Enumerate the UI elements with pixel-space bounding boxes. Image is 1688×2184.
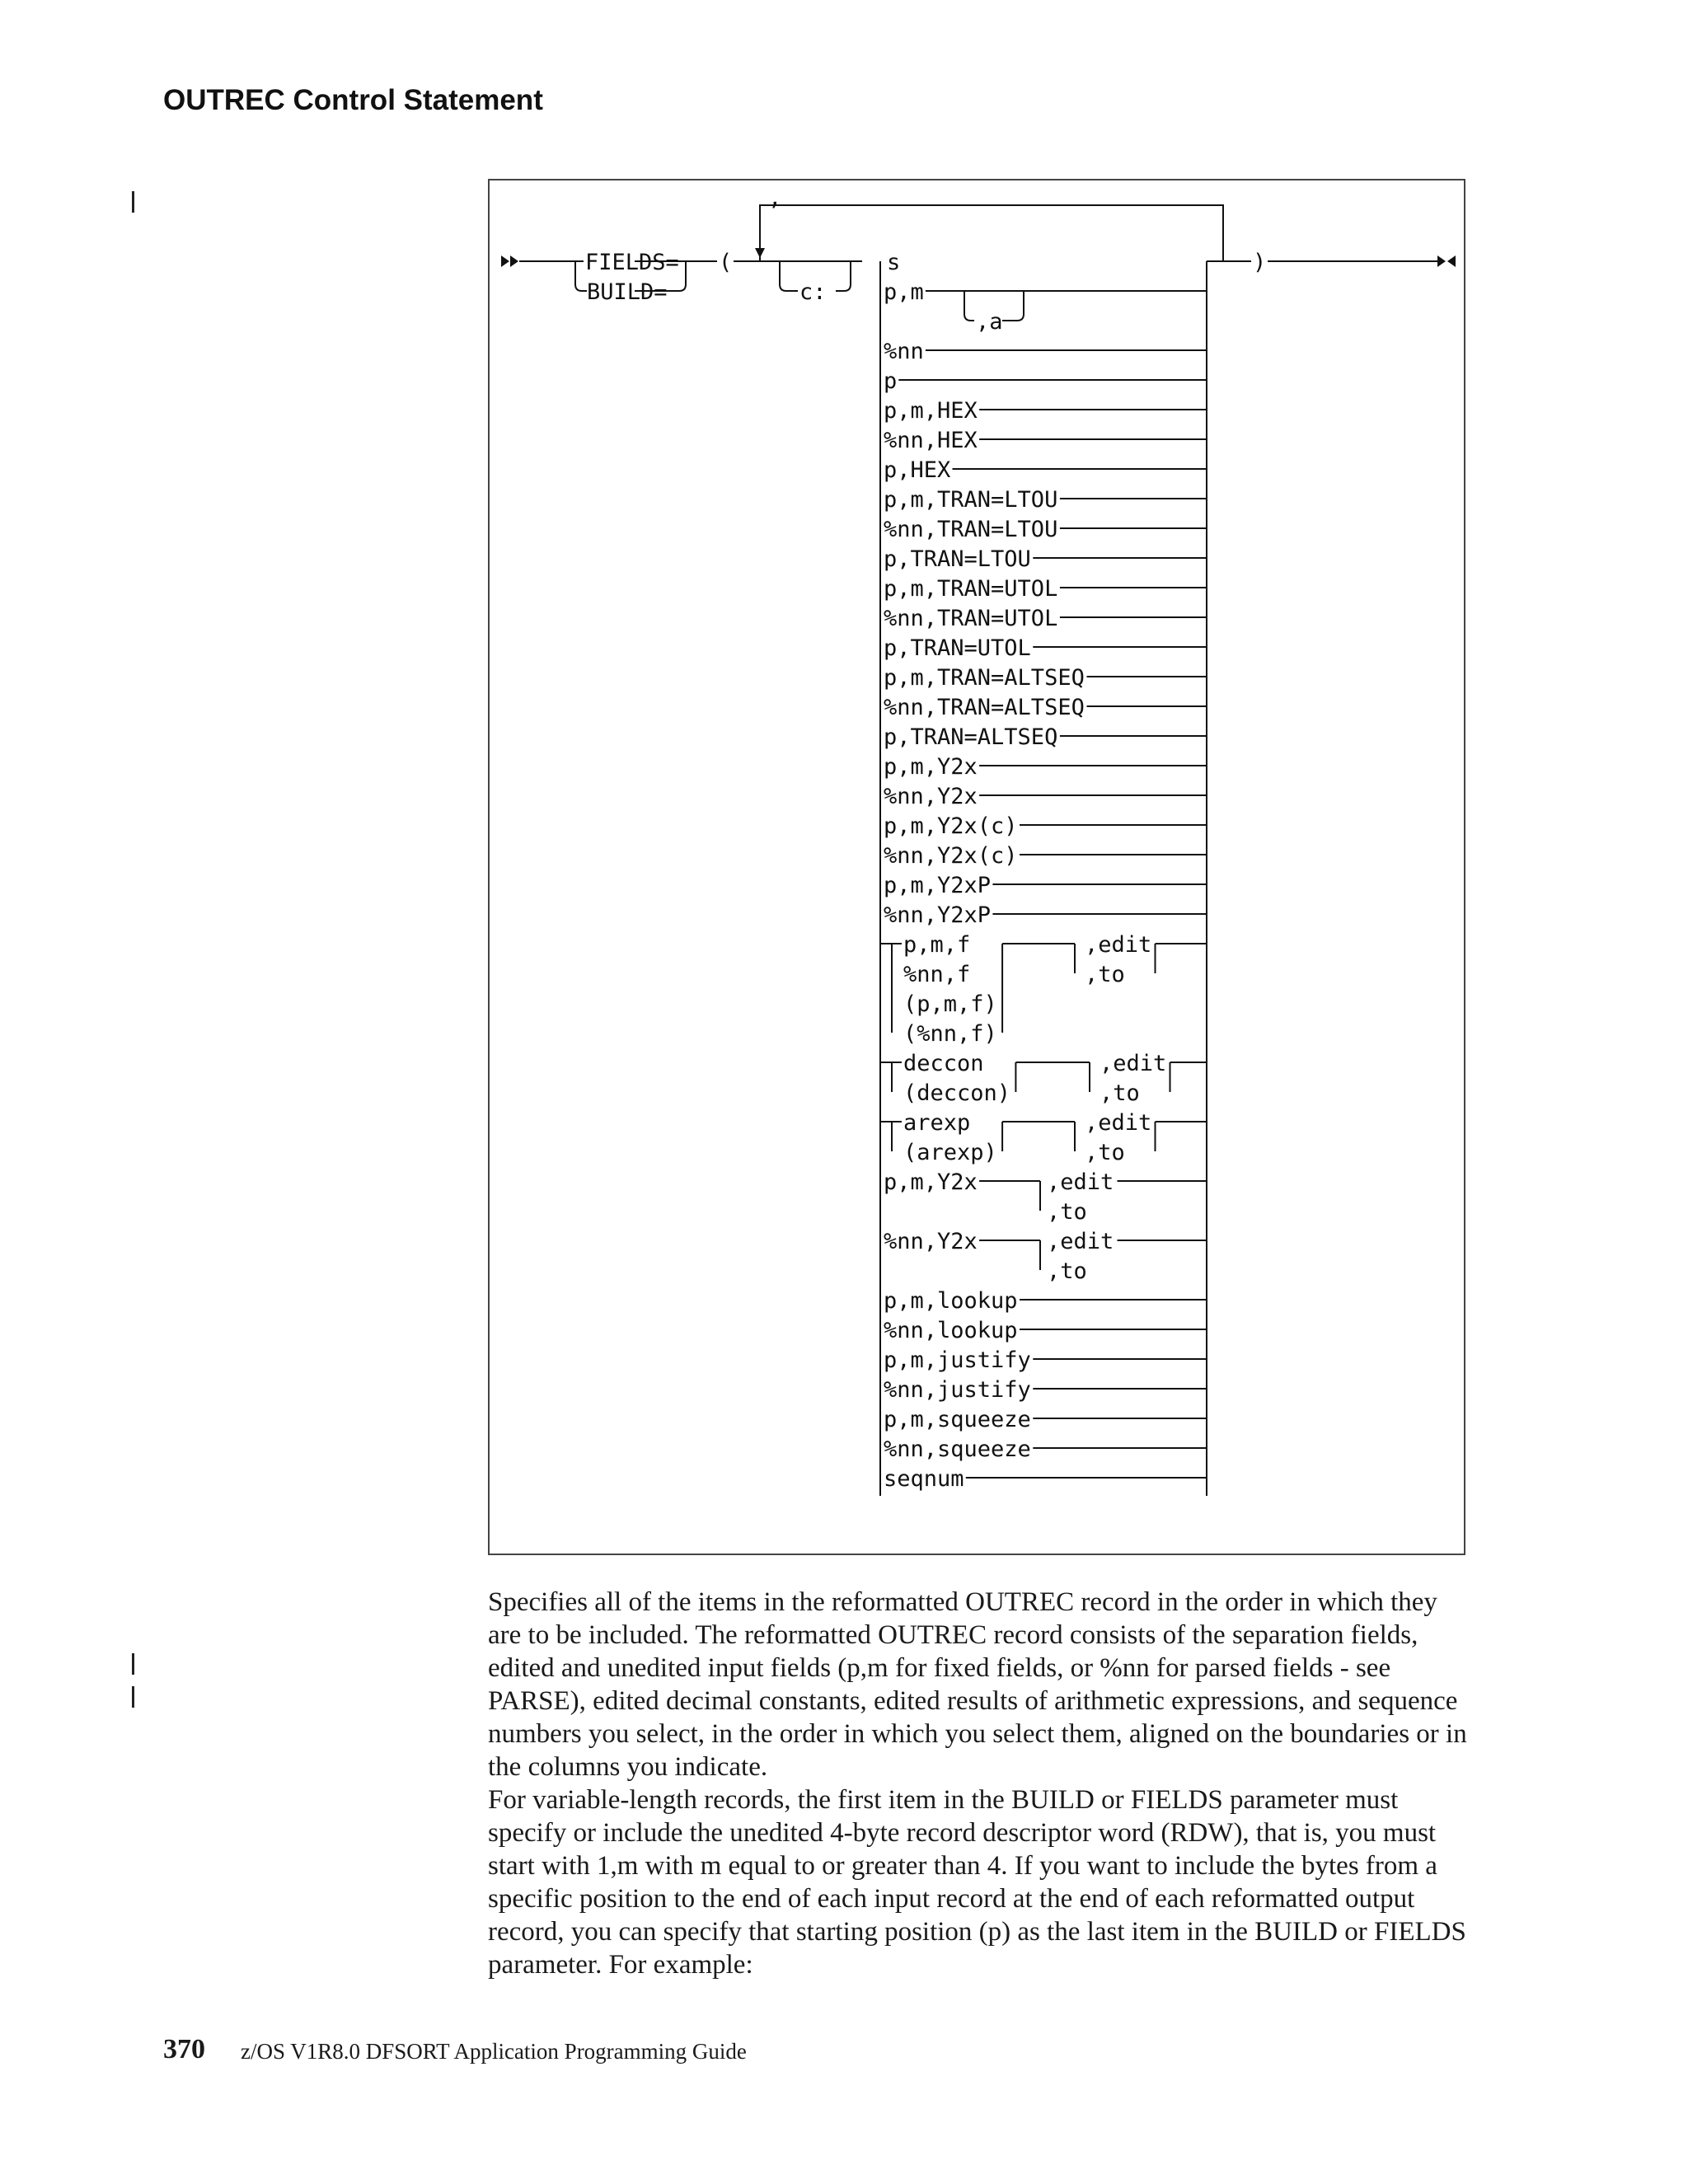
arexp-form: arexp xyxy=(903,1110,971,1136)
railroad-diagram xyxy=(490,180,1467,1557)
paragraph-specifies: Specifies all of the items in the reformatted OUTREC record in the order in which they are to be included. The reformatted OUTREC record consists of the separation fields, edited and unedited input fields (p,m for fixed fields, or %nn for parsed fields - see PARSE), edited decimal constants, edited results of arithmetic expressions, and sequence numbers you select, in the order in which you select them, aligned on the boundaries or in the columns you indicate. xyxy=(488,1587,1467,1782)
item-label: p,m,lookup xyxy=(884,1288,1018,1314)
deccon-form: (deccon) xyxy=(903,1080,1011,1106)
deccon-option: ,edit xyxy=(1100,1051,1167,1076)
end-arrow-icon xyxy=(1437,255,1446,267)
repeat-arrow-icon xyxy=(755,248,765,258)
item-label: p,m,TRAN=ALTSEQ xyxy=(884,665,1085,691)
arexp-form: (arexp) xyxy=(903,1140,997,1165)
item-label: %nn,TRAN=ALTSEQ xyxy=(884,695,1085,720)
y2x-edit-option: ,to xyxy=(1047,1258,1087,1284)
page-number: 370 xyxy=(163,2034,205,2064)
arexp-option: ,to xyxy=(1085,1140,1125,1165)
item-label: p,m,TRAN=UTOL xyxy=(884,576,1058,602)
item-label: %nn,Y2x xyxy=(884,784,978,809)
keyword-build: BUILD= xyxy=(587,279,668,305)
item-label: p,TRAN=LTOU xyxy=(884,546,1031,572)
y2x-edit-option: ,edit xyxy=(1047,1169,1114,1195)
item-label: p,m,justify xyxy=(884,1347,1031,1373)
item-label: p,m,Y2xP xyxy=(884,873,992,898)
close-paren: ) xyxy=(1253,250,1267,275)
item-label: %nn,lookup xyxy=(884,1318,1018,1343)
keyword-fields: FIELDS= xyxy=(585,250,679,275)
start-arrow-icon xyxy=(510,255,518,267)
item-label: seqnum xyxy=(884,1466,964,1492)
item-label: p xyxy=(884,368,898,394)
formatted-field-option: ,edit xyxy=(1085,932,1152,958)
repeat-separator: , xyxy=(768,185,782,211)
start-arrow-icon xyxy=(501,255,509,267)
paragraph-variable-length: For variable-length records, the first item in the BUILD or FIELDS parameter must specify or include the unedited 4-byte record descriptor word (RDW), that is, you must start with 1,m with m equal to or greater than 4. If you want to include the bytes from a specific position to the end of each input record at the end of each reformatted output record, you can specify that starting position (p) as the last item in the BUILD or FIELDS parameter. For example: xyxy=(488,1785,1466,1980)
repeat-loop xyxy=(760,205,1223,261)
item-label: %nn,squeeze xyxy=(884,1436,1031,1462)
item-label: p,m,Y2x xyxy=(884,754,978,780)
item-label: p,m,TRAN=LTOU xyxy=(884,487,1058,513)
formatted-field-form: (%nn,f) xyxy=(903,1021,997,1047)
item-label: s xyxy=(887,250,901,275)
formatted-field-option: ,to xyxy=(1085,962,1125,987)
end-arrow-icon xyxy=(1447,255,1456,267)
open-paren: ( xyxy=(719,250,733,275)
y2x-edit-option: ,to xyxy=(1047,1199,1087,1225)
deccon-option: ,to xyxy=(1100,1080,1140,1106)
suffix-a: ,a xyxy=(976,309,1003,335)
item-label: %nn,HEX xyxy=(884,428,978,453)
syntax-diagram xyxy=(488,179,1465,1555)
item-label: %nn,Y2xP xyxy=(884,902,992,928)
y2x-edit-item: %nn,Y2x xyxy=(884,1229,978,1254)
item-label: p,m,HEX xyxy=(884,398,978,424)
page-header: OUTREC Control Statement xyxy=(163,84,543,116)
item-label: p,TRAN=UTOL xyxy=(884,635,1031,661)
item-label: p,m xyxy=(884,279,924,305)
book-title: z/OS V1R8.0 DFSORT Application Programming Guide xyxy=(241,2039,747,2064)
formatted-field-form: (p,m,f) xyxy=(903,991,997,1017)
item-label: %nn,TRAN=LTOU xyxy=(884,517,1058,542)
diagram-rows xyxy=(880,250,1207,1492)
item-label: p,HEX xyxy=(884,457,951,483)
item-label: p,m,squeeze xyxy=(884,1407,1031,1432)
formatted-field-form: %nn,f xyxy=(903,962,971,987)
deccon-form: deccon xyxy=(903,1051,984,1076)
change-bar xyxy=(132,191,134,213)
item-label: p,TRAN=ALTSEQ xyxy=(884,724,1058,750)
change-bar xyxy=(132,1653,134,1675)
y2x-edit-item: p,m,Y2x xyxy=(884,1169,978,1195)
item-label: %nn,justify xyxy=(884,1377,1031,1403)
column-prefix: c: xyxy=(799,279,827,305)
y2x-edit-option: ,edit xyxy=(1047,1229,1114,1254)
item-label: %nn xyxy=(884,339,924,364)
item-label: p,m,Y2x(c) xyxy=(884,813,1018,839)
formatted-field-form: p,m,f xyxy=(903,932,971,958)
change-bar xyxy=(132,1686,134,1708)
arexp-option: ,edit xyxy=(1085,1110,1152,1136)
item-label: %nn,TRAN=UTOL xyxy=(884,606,1058,631)
item-label: %nn,Y2x(c) xyxy=(884,843,1018,869)
